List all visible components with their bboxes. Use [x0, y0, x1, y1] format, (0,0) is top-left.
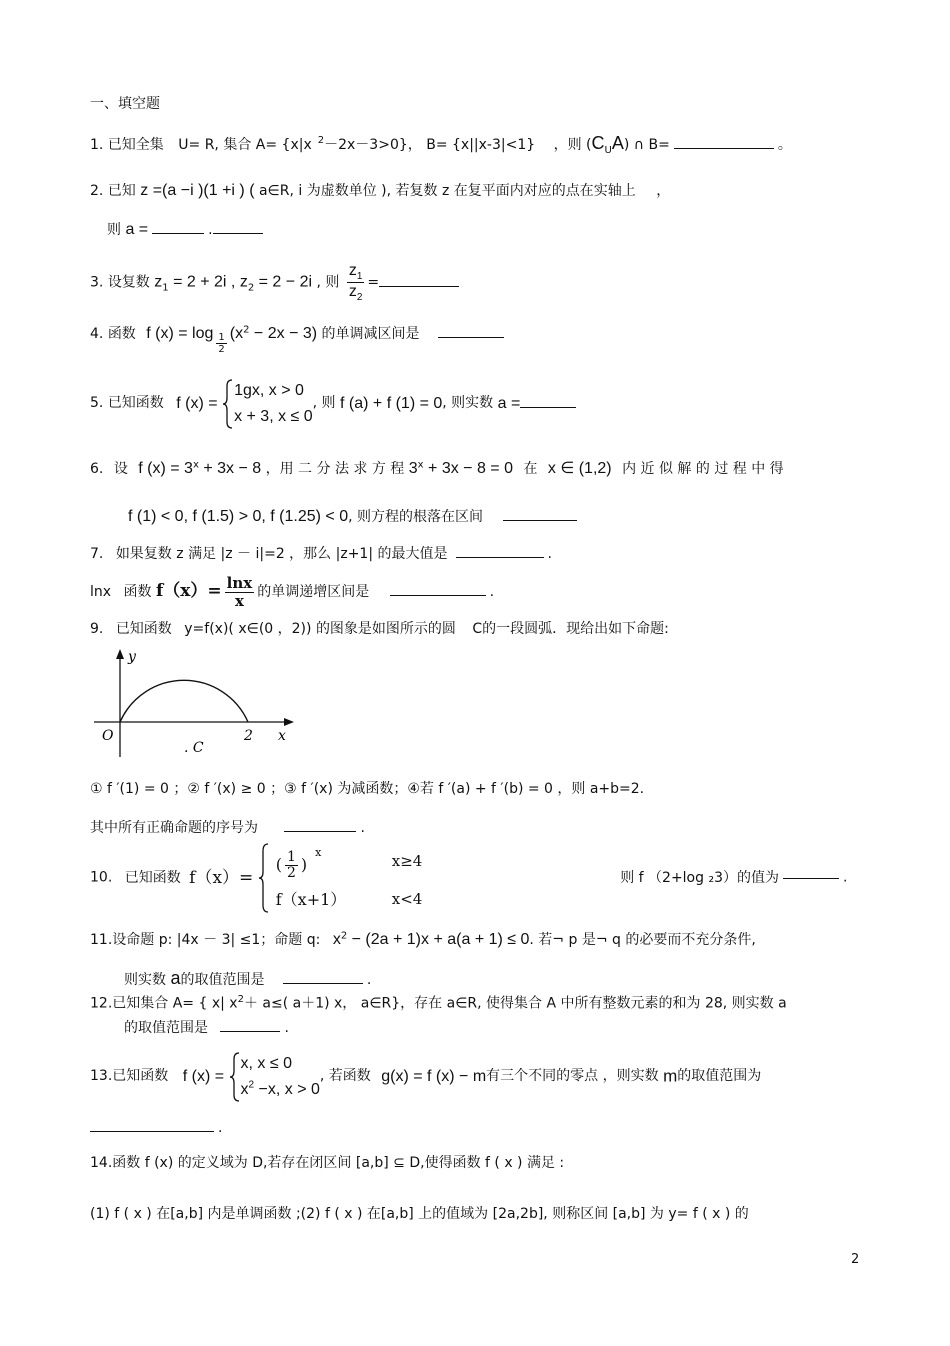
q11-answer-blank — [283, 982, 363, 984]
q11-text: 设命题 p: |4x － 3| ≤1；命题 q: — [112, 932, 321, 948]
q5-text: 已知函数 — [107, 395, 164, 412]
q9-fx: y=f(x)( — [184, 621, 234, 637]
q13-piecewise — [229, 1051, 320, 1102]
q6-t4: 内 近 似 解 的 过 程 中 得 — [622, 461, 784, 477]
question-13 — [90, 1051, 761, 1102]
q2-answer-blank-1 — [152, 232, 204, 234]
q5-cond: f (a) + f (1) = 0 — [340, 395, 443, 412]
q7-num: 7. — [90, 546, 104, 562]
q6-text: 设 — [113, 461, 128, 477]
question-14-line2 — [90, 1206, 749, 1223]
q13-rest2: 有三个不同的零点 ，则实数 — [486, 1068, 659, 1085]
q13-rest: , 若函数 — [319, 1068, 371, 1085]
q3-z1: z — [154, 273, 163, 291]
q2-num: 2. — [90, 183, 104, 199]
question-9-ask — [90, 820, 365, 837]
q4-arg2: − 2x − 3) — [249, 325, 318, 342]
q1-set-b: B= {x||x-3|<1} — [426, 137, 536, 153]
q6-line2: f (1) < 0, f (1.5) > 0, f (1.25) < 0 — [128, 508, 349, 525]
q10-c1-open: ( — [275, 855, 282, 874]
q9-graph-x-label: x — [278, 728, 286, 744]
q6-eq: 3 — [408, 460, 418, 477]
q9-num: 9. — [90, 621, 104, 637]
q1-a2: A — [611, 133, 624, 153]
q3-num-sub: 1 — [356, 271, 363, 283]
question-9-props — [90, 781, 644, 798]
q13-g: g(x) = f (x) − m — [381, 1068, 487, 1085]
q6-fx: f (x) = 3 — [138, 460, 193, 477]
q1-intersection: ) ∩ B= — [623, 137, 670, 153]
q3-num: 3. — [90, 274, 104, 291]
q4-rest: 的单调减区间是 — [321, 326, 420, 342]
q9-graph-y-label: y — [128, 649, 136, 665]
q8-dot: . — [489, 584, 495, 600]
q13-rest3: 的取值范围为 — [677, 1068, 762, 1085]
q3-num-z: z — [348, 262, 357, 279]
q3-then: , 则 — [316, 274, 340, 291]
q5-num: 5. — [90, 395, 104, 412]
q8-den-text: x — [234, 591, 244, 610]
q2-dot: . — [208, 222, 213, 238]
q5-a: a = — [497, 395, 521, 412]
page-number: 2 — [851, 1252, 860, 1267]
q10-brace-icon — [258, 842, 270, 914]
q1-answer-blank — [674, 147, 774, 149]
q6-t3: 在 — [523, 461, 538, 477]
q5-rest: , 则 — [312, 395, 336, 412]
q2-answer-blank-2 — [213, 232, 263, 234]
q1-set-a: A= {x|x — [255, 137, 312, 153]
q2-a: a = — [125, 221, 149, 238]
q6-answer-blank — [503, 519, 577, 521]
q3-z2-sub: 2 — [247, 282, 255, 294]
q10-dot: . — [842, 869, 848, 886]
q13-dot: . — [218, 1120, 223, 1136]
q10-num: 10. — [90, 869, 113, 886]
q3-den-sub: 2 — [356, 292, 363, 304]
q1-u-sub: U — [604, 144, 612, 156]
q11-expr: x — [332, 931, 341, 948]
q11-dot: . — [366, 972, 372, 988]
question-7 — [90, 546, 552, 563]
q9-answer-blank — [284, 830, 356, 832]
question-12 — [90, 994, 787, 1012]
q1-sup: 2 — [317, 135, 325, 147]
q9-domain: x∈(0 ，2)) — [238, 621, 312, 637]
q12-dot: . — [284, 1020, 289, 1036]
q6-num: 6. — [90, 461, 104, 477]
q10-rest: 则 f （2+log ₂3）的值为 — [620, 869, 779, 886]
q10-fx: f（x）= — [189, 867, 254, 888]
q4-base-num: 1 — [218, 332, 225, 343]
q1-complement: C — [591, 133, 605, 153]
q9-ask: 其中所有正确命题的序号为 — [90, 820, 258, 836]
q1-universe: U= R, — [178, 137, 219, 153]
q2-expr: z =(a −i )(1 +i ) ( — [140, 182, 255, 199]
q7-answer-blank — [456, 556, 544, 558]
q4-sup: 2 — [243, 324, 250, 336]
q6-eq2: + 3x − 8 = 0 — [423, 460, 513, 477]
q8-num-text: lnx — [226, 574, 253, 592]
q9-rest: 的图象是如图所示的圆 — [315, 621, 456, 637]
q6-sup: x — [192, 459, 199, 471]
section-title: 一、填空题 — [90, 96, 160, 112]
question-13-answer — [90, 1120, 222, 1137]
q9-c: C的一段圆弧．现给出如下命题: — [472, 621, 669, 637]
question-11 — [90, 930, 756, 949]
q10-text: 已知函数 — [124, 869, 181, 886]
question-11-line2 — [124, 968, 371, 990]
question-1 — [90, 133, 792, 157]
q7-z: z 满足 |z － i|=2 ，那么 |z+1| 的最大值是 — [176, 546, 448, 562]
q12-sup: 2 — [237, 994, 244, 1005]
question-8 — [90, 575, 494, 609]
q3-text: 设复数 — [107, 274, 150, 291]
q5-answer-blank — [520, 406, 576, 408]
q5-case1: 1gx, x > 0 — [234, 382, 304, 399]
q11-rest: . 若¬ p 是¬ q 的必要而不充分条件, — [529, 932, 756, 948]
q3-answer-blank — [379, 285, 459, 287]
question-14 — [90, 1155, 564, 1172]
q13-case2b: −x, x > 0 — [254, 1080, 320, 1098]
question-10 — [90, 842, 847, 914]
q11-line2b: 的取值范围是 — [180, 972, 265, 988]
q4-base-den: 2 — [218, 344, 225, 355]
q5-fx: f (x) = — [176, 395, 218, 412]
q10-c1-close: ) — [300, 855, 308, 874]
q5-then: , 则实数 — [442, 395, 494, 412]
q4-answer-blank — [438, 336, 504, 338]
q10-c1-cond: x≥4 — [391, 852, 423, 870]
q5-case2: x + 3, x ≤ 0 — [234, 407, 313, 425]
q13-num: 13. — [90, 1068, 113, 1085]
q9-dot: . — [360, 820, 365, 836]
q8-rest: 的单调递增区间是 — [257, 584, 370, 600]
q1-end: 。 — [777, 137, 792, 153]
q9-arc-graph — [90, 645, 300, 760]
q8-fraction — [225, 575, 255, 609]
q9-props: ① f ′(1) = 0 ；② f ′(x) ≥ 0 ；③ f ′(x) 为减函数；④若 f ′(a) + f ′(b) = 0 ，则 a+b=2. — [90, 781, 645, 797]
q5-brace-icon — [222, 378, 234, 430]
q1-num: 1. — [90, 137, 104, 153]
q3-den-z: z — [348, 283, 357, 301]
q3-z2: , z — [230, 273, 248, 291]
q1-rest: －2x－3>0}， — [324, 137, 422, 153]
q13-fx: f (x) = — [182, 1068, 225, 1085]
q13-m: m — [663, 1066, 678, 1086]
q6-fx2: + 3x − 8 — [198, 460, 262, 477]
q2-comma: ， — [656, 183, 671, 199]
q2-text: 已知 — [107, 183, 136, 199]
q14-num: 14. — [90, 1155, 113, 1171]
q2-then: 则 — [107, 222, 121, 238]
q11-a: a — [170, 968, 181, 988]
q9-text: 已知函数 — [115, 621, 172, 637]
q6-eq-sup: x — [417, 459, 424, 471]
q2-z: z 在复平面内对应的点在实轴上 — [441, 183, 636, 199]
q13-case2a: x — [240, 1080, 249, 1098]
q10-c1-sup: x — [315, 846, 322, 859]
q2-cond: a∈R, i 为虚数单位 ), — [258, 183, 392, 199]
q3-z2-eq: = 2 − 2i — [258, 273, 313, 291]
question-3 — [90, 262, 463, 303]
q12-answer-blank — [220, 1030, 280, 1032]
question-9 — [90, 621, 669, 638]
q6-x: x ∈ (1,2) — [547, 460, 612, 477]
q11-sup: 2 — [340, 930, 348, 942]
q9-graph-center: . C — [184, 740, 204, 756]
question-2-line2 — [107, 220, 267, 239]
q11-num: 11. — [90, 932, 113, 948]
q12-line2: 的取值范围是 — [124, 1020, 208, 1036]
q8-num: lnx — [90, 584, 112, 600]
q11-expr2: − (2a + 1)x + a(a + 1) ≤ 0 — [347, 931, 530, 948]
question-2 — [90, 181, 670, 200]
q3-z1-eq: = 2 + 2i — [173, 273, 227, 291]
q7-dot: . — [547, 546, 552, 562]
q4-text: 函数 — [107, 326, 136, 342]
q12-line1b: ＋ a≤( a＋1) x， a∈R}，存在 a∈R, 使得集合 A 中所有整数元素的和为 28, 则实数 a — [243, 995, 787, 1012]
q1-set-label: 集合 — [223, 137, 252, 153]
q10-case2: f（x+1） — [275, 890, 347, 909]
q10-c2-cond: x<4 — [391, 890, 423, 908]
q10-case1 — [276, 846, 322, 881]
q3-fraction — [347, 262, 365, 303]
q14-line2: (1) f ( x ) 在[a,b] 内是单调函数 ;(2) f ( x ) 在[a,b] 上的值域为 [2a,2b], 则称区间 [a,b] 为 y= f ( x ) 的 — [90, 1206, 749, 1222]
q3-z1-sub: 1 — [162, 282, 169, 294]
q13-answer-blank — [90, 1130, 214, 1132]
q13-brace-icon — [229, 1051, 241, 1103]
q12-num: 12. — [90, 995, 113, 1012]
q7-text: 如果复数 — [115, 546, 172, 562]
q3-eq: = — [367, 274, 380, 291]
q8-fx: f（x）= — [155, 581, 222, 601]
q6-line2b: , 则方程的根落在区间 — [348, 509, 484, 525]
q10-c1-den: 2 — [287, 865, 296, 881]
q1-then: ，则 ( — [553, 137, 592, 153]
q13-text: 已知函数 — [112, 1068, 169, 1085]
q6-t2: ，用 二 分 法 求 方 程 — [265, 461, 405, 477]
q4-arg: (x — [229, 325, 244, 342]
q10-answer-blank — [783, 877, 839, 879]
question-12-line2 — [124, 1020, 289, 1037]
q4-log-base — [216, 332, 226, 355]
question-4 — [90, 324, 508, 355]
q13-case1: x, x ≤ 0 — [240, 1055, 292, 1072]
q10-c1-num: 1 — [287, 848, 296, 865]
q5-piecewise — [222, 378, 313, 429]
question-5 — [90, 378, 580, 429]
q12-line1: 已知集合 A= { x| x — [112, 995, 238, 1012]
question-6 — [90, 459, 784, 478]
q10-piecewise — [258, 842, 458, 914]
q8-answer-blank — [390, 594, 486, 596]
q2-t2: 若复数 — [395, 183, 438, 199]
q11-line2: 则实数 — [124, 972, 166, 988]
q4-fx: f (x) = log — [146, 325, 214, 342]
q14-line1: 函数 f (x) 的定义域为 D,若存在闭区间 [a,b] ⊆ D,使得函数 f ( x ) 满足 : — [112, 1155, 565, 1171]
q9-graph-origin: O — [102, 728, 114, 744]
q1-text: 已知全集 — [107, 137, 164, 153]
q13-case2-sup: 2 — [248, 1079, 255, 1091]
question-6-line2 — [128, 507, 581, 526]
q9-graph-two: 2 — [244, 728, 253, 744]
q4-num: 4. — [90, 326, 104, 342]
q8-text: 函数 — [123, 584, 152, 600]
